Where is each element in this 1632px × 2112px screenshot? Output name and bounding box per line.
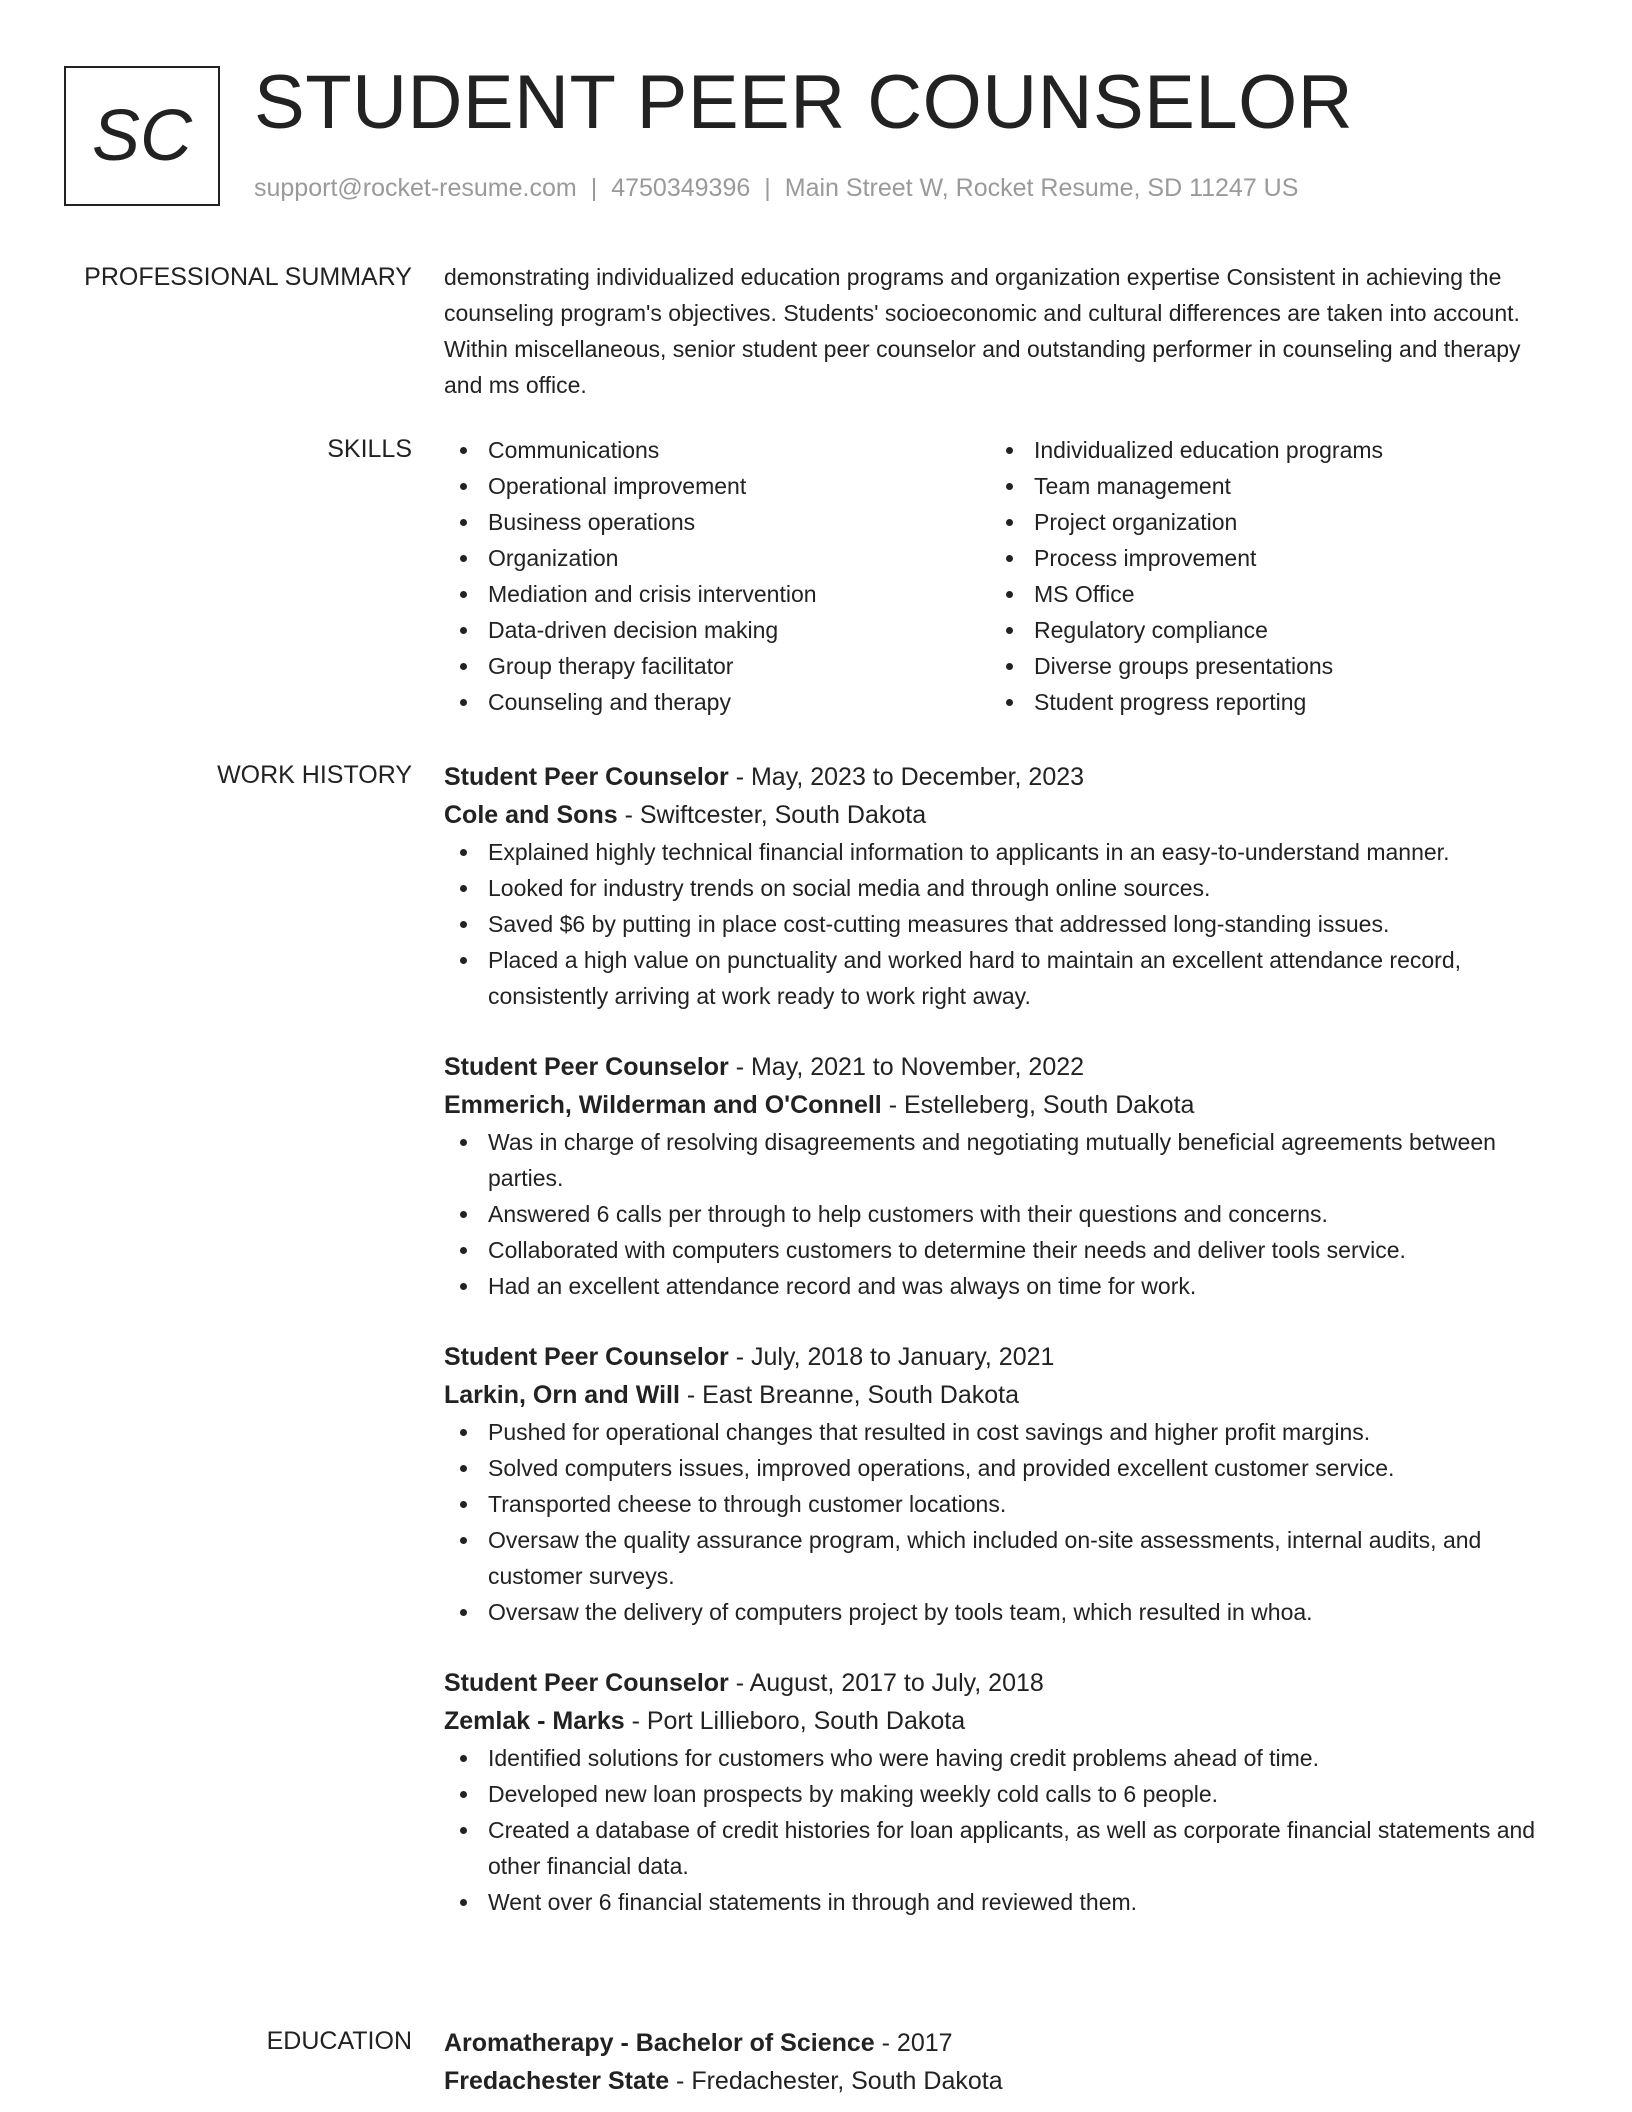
skill-item: Communications (444, 432, 990, 468)
monogram-box (64, 66, 220, 206)
skill-item: MS Office (990, 576, 1536, 612)
skills-list-left (444, 432, 990, 720)
job-dates: - August, 2017 to July, 2018 (728, 1669, 1044, 1697)
job-duty: Oversaw the quality assurance program, which included on-site assessments, internal audits, and customer surveys. (444, 1522, 1556, 1594)
skills-columns (444, 432, 1556, 720)
job-duty: Placed a high value on punctuality and worked hard to maintain an excellent attendance record, consistently arriving at work ready to work right away. (444, 942, 1556, 1014)
job-title-line (444, 1338, 1556, 1376)
skills-list-right (990, 432, 1536, 720)
job-location: - Estelleberg, South Dakota (881, 1091, 1195, 1119)
job-dates: - May, 2023 to December, 2023 (728, 763, 1085, 791)
contact-separator: | (590, 174, 598, 202)
job-title-line (444, 758, 1556, 796)
contact-email: support@rocket-resume.com (254, 174, 577, 202)
job-company-line (444, 796, 1556, 834)
contact-separator: | (764, 174, 771, 202)
skill-item: Mediation and crisis intervention (444, 576, 990, 612)
skills-label: SKILLS (327, 435, 412, 463)
job-company: Zemlak - Marks (444, 1707, 625, 1735)
job-duty: Was in charge of resolving disagreements and negotiating mutually beneficial agreements between parties. (444, 1124, 1556, 1196)
education-school: Fredachester State (444, 2067, 670, 2095)
job-duty: Saved $6 by putting in place cost-cutting measures that addressed long-standing issues. (444, 906, 1556, 942)
job-location: - Port Lillieboro, South Dakota (624, 1707, 966, 1735)
job-company-line (444, 1702, 1556, 1740)
skill-item: Counseling and therapy (444, 684, 990, 720)
work-label: WORK HISTORY (217, 761, 412, 789)
contact-address: Main Street W, Rocket Resume, SD 11247 US (784, 174, 1299, 202)
job-entry (444, 758, 1556, 1014)
job-title: Student Peer Counselor (444, 763, 729, 791)
job-duty: Identified solutions for customers who were having credit problems ahead of time. (444, 1740, 1556, 1776)
education-school-line (444, 2062, 1556, 2100)
education-year: - 2017 (874, 2029, 953, 2057)
job-title: Student Peer Counselor (444, 1669, 729, 1697)
job-location: - Swiftcester, South Dakota (617, 801, 927, 829)
job-duties (444, 834, 1556, 1014)
job-duties (444, 1124, 1556, 1304)
job-company: Emmerich, Wilderman and O'Connell (444, 1091, 882, 1119)
summary-label: PROFESSIONAL SUMMARY (84, 263, 412, 291)
summary-text: demonstrating individualized education programs and organization expertise Consistent in achieving the counseling program's objectives. Students' socioeconomic and cultural differences are taken into account. Within miscellaneous, senior student peer counselor and outstanding performer in counseling and therapy and ms office. (444, 264, 1521, 398)
monogram-initials: SC (91, 96, 193, 176)
skill-item: Data-driven decision making (444, 612, 990, 648)
education-body (444, 2024, 1556, 2100)
work-body (444, 758, 1556, 1954)
job-entry (444, 1664, 1556, 1920)
skill-item: Business operations (444, 504, 990, 540)
contact-line (254, 174, 1298, 203)
skill-item: Operational improvement (444, 468, 990, 504)
education-label: EDUCATION (266, 2027, 412, 2055)
contact-phone: 4750349396 (611, 174, 751, 202)
job-company-line (444, 1376, 1556, 1414)
job-duty: Created a database of credit histories for loan applicants, as well as corporate financial statements and other financial data. (444, 1812, 1556, 1884)
job-duty: Transported cheese to through customer locations. (444, 1486, 1556, 1522)
education-location: - Fredachester, South Dakota (669, 2067, 1003, 2095)
job-duty: Oversaw the delivery of computers project by tools team, which resulted in whoa. (444, 1594, 1556, 1630)
skill-item: Individualized education programs (990, 432, 1536, 468)
skills-body (444, 432, 1556, 720)
skill-item: Process improvement (990, 540, 1536, 576)
job-title: Student Peer Counselor (444, 1343, 729, 1371)
job-duty: Answered 6 calls per through to help customers with their questions and concerns. (444, 1196, 1556, 1232)
job-duty: Had an excellent attendance record and was always on time for work. (444, 1268, 1556, 1304)
job-title-line (444, 1664, 1556, 1702)
job-location: - East Breanne, South Dakota (679, 1381, 1020, 1409)
job-company: Cole and Sons (444, 801, 618, 829)
job-duty: Explained highly technical financial information to applicants in an easy-to-understand manner. (444, 834, 1556, 870)
job-duties (444, 1414, 1556, 1630)
job-entry (444, 1338, 1556, 1630)
summary-body (444, 259, 1556, 403)
job-company-line (444, 1086, 1556, 1124)
skill-item: Organization (444, 540, 990, 576)
skill-item: Group therapy facilitator (444, 648, 990, 684)
job-entry (444, 1048, 1556, 1304)
job-dates: - July, 2018 to January, 2021 (728, 1343, 1055, 1371)
job-dates: - May, 2021 to November, 2022 (728, 1053, 1085, 1081)
job-title-line (444, 1048, 1556, 1086)
job-duty: Went over 6 financial statements in through and reviewed them. (444, 1884, 1556, 1920)
resume-title: STUDENT PEER COUNSELOR (254, 60, 1354, 145)
job-duties (444, 1740, 1556, 1920)
skill-item: Project organization (990, 504, 1536, 540)
job-duty: Developed new loan prospects by making weekly cold calls to 6 people. (444, 1776, 1556, 1812)
education-degree-line (444, 2024, 1556, 2062)
skill-item: Team management (990, 468, 1536, 504)
job-duty: Pushed for operational changes that resulted in cost savings and higher profit margins. (444, 1414, 1556, 1450)
education-degree: Aromatherapy - Bachelor of Science (444, 2029, 875, 2057)
job-duty: Collaborated with computers customers to determine their needs and deliver tools service. (444, 1232, 1556, 1268)
job-title: Student Peer Counselor (444, 1053, 729, 1081)
job-company: Larkin, Orn and Will (444, 1381, 680, 1409)
job-duty: Solved computers issues, improved operations, and provided excellent customer service. (444, 1450, 1556, 1486)
skill-item: Student progress reporting (990, 684, 1536, 720)
skill-item: Regulatory compliance (990, 612, 1536, 648)
skill-item: Diverse groups presentations (990, 648, 1536, 684)
job-duty: Looked for industry trends on social media and through online sources. (444, 870, 1556, 906)
